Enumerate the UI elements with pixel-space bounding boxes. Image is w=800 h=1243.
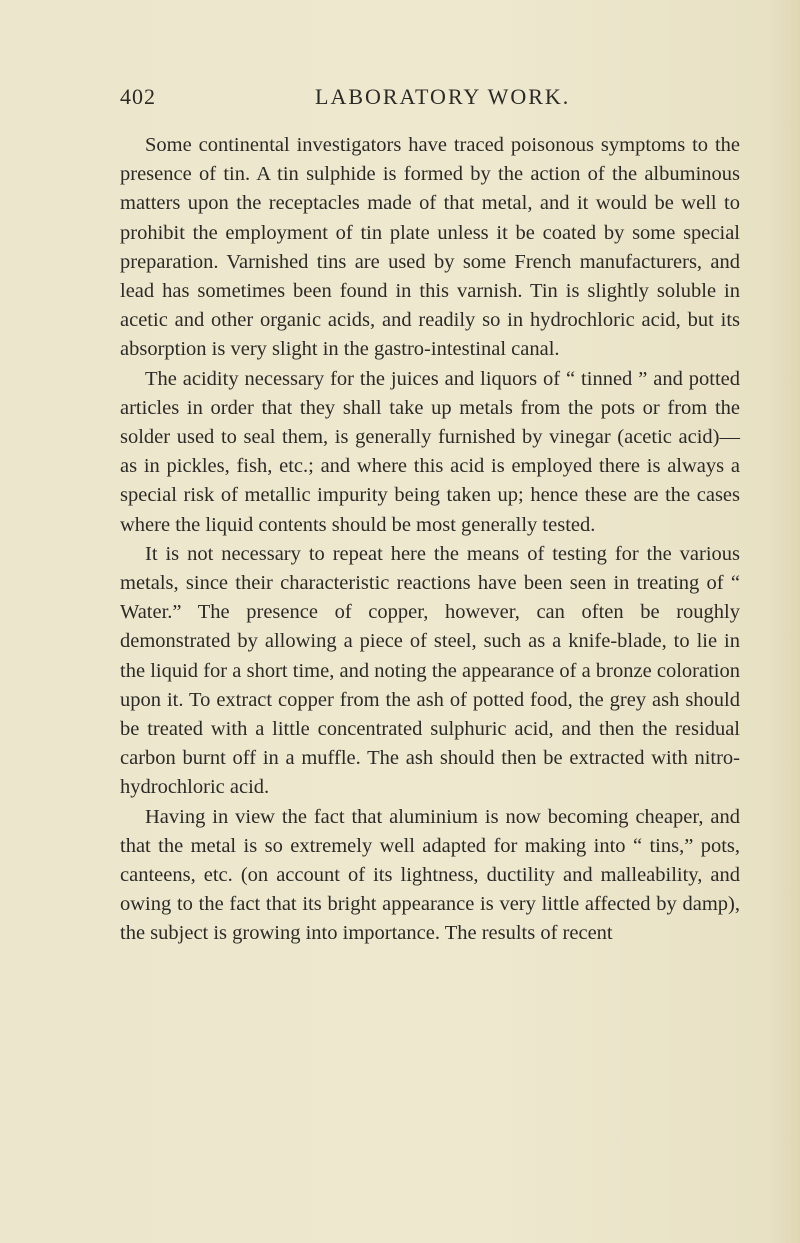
- running-head: LABORATORY WORK.: [315, 84, 571, 109]
- paragraph-testing-metals: It is not necessary to repeat here the means of testing for the various metals, since their characteristic reactions have been seen in treating of “ Water.” The presence of copper, however, can often be roughly demonstrated by allowing a piece of steel, such as a knife-blade, to lie in the liquid for a short time, and noting the appearance of a bronze coloration upon it. To extract copper from the ash of potted food, the grey ash should be treated with a little concentrated sulphuric acid, and then the residual carbon burnt off in a muffle. The ash should then be extracted with nitro-hydrochloric acid.: [120, 542, 740, 799]
- paragraph-acidity: The acidity necessary for the juices and liquors of “ tinned ” and potted articles in order that they shall take up metals from the pots or from the solder used to seal them, is generally furnished by vinegar (acetic acid)—as in pickles, fish, etc.; and where this acid is employed there is always a special risk of metallic impurity being taken up; hence these are the cases where the liquid contents should be most generally tested.: [120, 367, 740, 536]
- page-header: [120, 84, 740, 118]
- paragraph-aluminium: Having in view the fact that aluminium is now becoming cheaper, and that the metal is so extremely well adapted for making into “ tins,” pots, canteens, etc. (on account of its lightness, ductility and malleability, and owing to the fact that its bright appearance is very little affected by damp), the subject is growing into importance. The results of recent: [120, 805, 740, 945]
- body-text: [120, 131, 740, 949]
- paragraph-tin-symptoms: Some continental investigators have traced poisonous symptoms to the presence of tin. A tin sulphide is formed by the action of the albuminous matters upon the receptacles made of that metal, and it would be well to prohibit the employment of tin plate unless it be coated by some special preparation. Varnished tins are used by some French manufacturers, and lead has sometimes been found in this varnish. Tin is slightly soluble in acetic and other organic acids, and readily so in hydrochloric acid, but its absorption is very slight in the gastro-intestinal canal.: [120, 134, 740, 361]
- page-number: 402: [120, 84, 156, 109]
